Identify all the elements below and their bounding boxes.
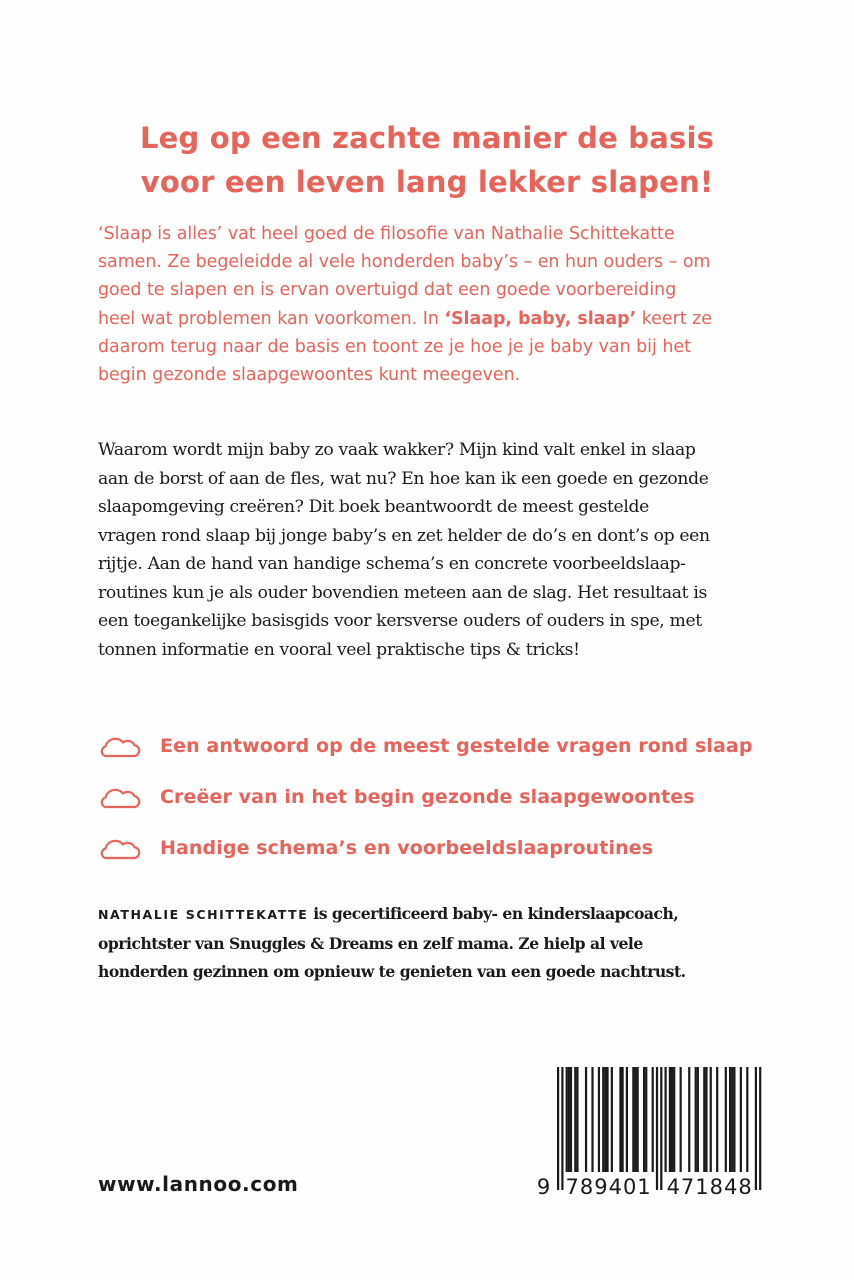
publisher-website: www.lannoo.com — [98, 1172, 299, 1196]
headline-line-2: voor een leven lang lekker slapen! — [140, 165, 714, 199]
intro-line: goed te slapen en is ervan overtuigd dat een goede voorbereiding — [98, 280, 677, 301]
body-line: aan de borst of aan de fles, wat nu? En hoe kan ik een goede en gezonde — [98, 468, 709, 489]
feature-label: Een antwoord op de meest gestelde vragen rond slaap — [160, 734, 753, 757]
body-line: vragen rond slaap bij jonge baby’s en zet helder de do’s en dont’s op een — [98, 525, 710, 546]
barcode-left-digits: 789401 — [565, 1175, 652, 1199]
description-paragraph — [98, 436, 778, 664]
book-title: ‘Slaap, baby, slaap’ — [444, 308, 637, 329]
author-bio — [98, 900, 798, 987]
intro-text: keert ze — [636, 308, 712, 329]
intro-paragraph — [98, 220, 778, 389]
bio-line: honderden gezinnen om opnieuw te genieten van een goede nachtrust. — [98, 962, 686, 981]
intro-text: heel wat problemen kan voorkomen. In — [98, 308, 445, 329]
intro-line: daarom terug naar de basis en toont ze je hoe je je baby van bij het — [98, 336, 691, 357]
feature-list — [98, 720, 778, 873]
bio-line — [98, 900, 798, 930]
intro-line — [98, 305, 778, 333]
barcode-graphic — [530, 1062, 770, 1202]
isbn-barcode — [530, 1062, 770, 1202]
headline-line-1: Leg op een zachte manier de basis — [139, 121, 715, 155]
body-line: slaapomgeving creëren? Dit boek beantwoordt de meest gestelde — [98, 497, 649, 517]
feature-label: Handige schema’s en voorbeeldslaaproutines — [160, 836, 654, 859]
body-line: een toegankelijke basisgids voor kersverse ouders of ouders in spe, met — [98, 611, 702, 631]
body-line: rijtje. Aan de hand van handige schema’s en concrete voorbeeldslaap- — [98, 554, 686, 574]
feature-item — [98, 771, 778, 822]
barcode-right-digits: 471848 — [666, 1175, 753, 1199]
feature-label: Creëer van in het begin gezonde slaapgewoontes — [160, 785, 695, 808]
feature-item — [98, 822, 778, 873]
cloud-icon — [98, 733, 142, 759]
body-line: tonnen informatie en vooral veel praktische tips & tricks! — [98, 639, 580, 660]
bio-text: is gecertificeerd baby- en kinderslaapcoach, — [308, 904, 679, 923]
cloud-icon — [98, 784, 142, 810]
intro-line: samen. Ze begeleidde al vele honderden baby’s – en hun ouders – om — [98, 252, 711, 273]
body-line: Waarom wordt mijn baby zo vaak wakker? Mijn kind valt enkel in slaap — [98, 440, 696, 460]
intro-line: begin gezonde slaapgewoontes kunt meegeven. — [98, 365, 521, 386]
cloud-icon — [98, 835, 142, 861]
bio-line: oprichtster van Snuggles & Dreams en zelf mama. Ze hielp al vele — [98, 933, 643, 953]
barcode-first-digit: 9 — [536, 1175, 552, 1199]
author-name: NATHALIE SCHITTEKATTE — [98, 907, 309, 922]
back-cover-headline — [0, 116, 854, 204]
intro-line: ‘Slaap is alles’ vat heel goed de filosofie van Nathalie Schittekatte — [98, 224, 675, 244]
feature-item — [98, 720, 778, 771]
body-line: routines kun je als ouder bovendien meteen aan de slag. Het resultaat is — [98, 582, 707, 603]
